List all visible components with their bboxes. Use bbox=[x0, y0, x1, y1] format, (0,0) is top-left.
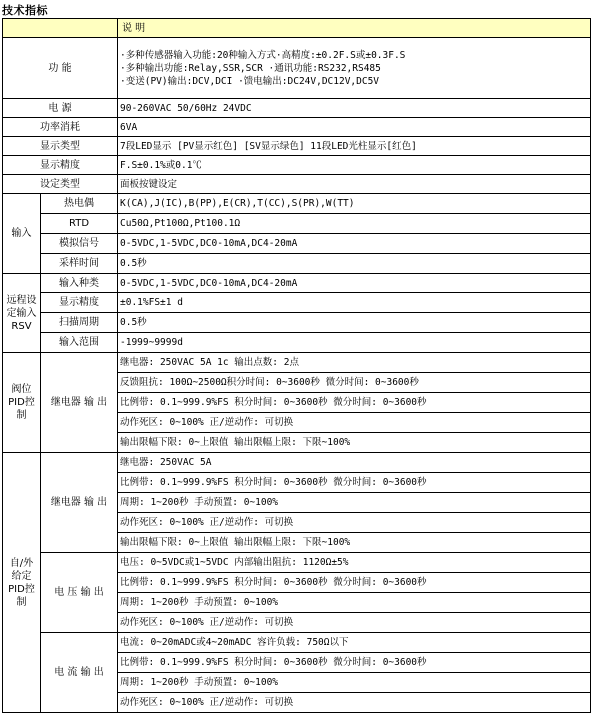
row-value: 周期: 1~200秒 手动预置: 0~100% bbox=[118, 673, 591, 693]
row-label: 采样时间 bbox=[41, 254, 118, 274]
row-value: 比例带: 0.1~999.9%FS 积分时间: 0~3600秒 微分时间: 0~3600秒 bbox=[118, 573, 591, 593]
table-row bbox=[3, 99, 591, 118]
row-label: 电 源 bbox=[3, 99, 118, 118]
row-label: 设定类型 bbox=[3, 175, 118, 194]
table-row bbox=[3, 194, 591, 214]
input-category-label: 输入 bbox=[3, 194, 41, 274]
row-value: Cu50Ω,Pt100Ω,Pt100.1Ω bbox=[118, 214, 591, 234]
function-line: ·多种传感器输入功能:20种输入方式·高精度:±0.2F.S或±0.3F.S bbox=[120, 49, 406, 61]
table-row bbox=[3, 553, 591, 573]
table-row bbox=[3, 633, 591, 653]
header-row bbox=[3, 19, 591, 38]
row-value: 比例带: 0.1~999.9%FS 积分时间: 0~3600秒 微分时间: 0~3600秒 bbox=[118, 393, 591, 413]
function-line: ·多种输出功能:Relay,SSR,SCR ·通讯功能:RS232,RS485 bbox=[120, 62, 381, 74]
row-value: 0.5秒 bbox=[118, 313, 591, 333]
row-value: 周期: 1~200秒 手动预置: 0~100% bbox=[118, 493, 591, 513]
row-value: 面板按键设定 bbox=[118, 175, 591, 194]
function-value bbox=[118, 38, 591, 99]
header-label-cell bbox=[3, 19, 118, 38]
row-value: ±0.1%FS±1 d bbox=[118, 293, 591, 313]
row-value: 动作死区: 0~100% 正/逆动作: 可切换 bbox=[118, 513, 591, 533]
row-label: 显示类型 bbox=[3, 137, 118, 156]
row-value: 反馈阻抗: 100Ω~2500Ω积分时间: 0~3600秒 微分时间: 0~3600秒 bbox=[118, 373, 591, 393]
row-value: 输出限幅下限: 0~上限值 输出限幅上限: 下限~100% bbox=[118, 433, 591, 453]
row-label: 输入种类 bbox=[41, 274, 118, 293]
spec-table bbox=[2, 18, 591, 713]
row-value: 7段LED显示 [PV显示红色] [SV显示绿色] 11段LED光柱显示[红色] bbox=[118, 137, 591, 156]
row-value: 继电器: 250VAC 5A 1c 输出点数: 2点 bbox=[118, 353, 591, 373]
row-label: 扫描周期 bbox=[41, 313, 118, 333]
row-value: 电压: 0~5VDC或1~5VDC 内部输出阻抗: 1120Ω±5% bbox=[118, 553, 591, 573]
table-row bbox=[3, 274, 591, 293]
header-value-cell: 说 明 bbox=[118, 19, 591, 38]
row-value: 比例带: 0.1~999.9%FS 积分时间: 0~3600秒 微分时间: 0~3600秒 bbox=[118, 473, 591, 493]
row-value: 0-5VDC,1-5VDC,DC0-10mA,DC4-20mA bbox=[118, 234, 591, 254]
row-value: 周期: 1~200秒 手动预置: 0~100% bbox=[118, 593, 591, 613]
table-row bbox=[3, 214, 591, 234]
valve-sub-label: 继电器 输 出 bbox=[41, 353, 118, 453]
row-value: 0.5秒 bbox=[118, 254, 591, 274]
table-row bbox=[3, 333, 591, 353]
table-row bbox=[3, 234, 591, 254]
auto-relay-sub-label: 继电器 输 出 bbox=[41, 453, 118, 553]
table-row bbox=[3, 453, 591, 473]
row-label: 模拟信号 bbox=[41, 234, 118, 254]
auto-current-sub-label: 电 流 输 出 bbox=[41, 633, 118, 713]
row-value: 动作死区: 0~100% 正/逆动作: 可切换 bbox=[118, 613, 591, 633]
table-row bbox=[3, 353, 591, 373]
row-value: 90-260VAC 50/60Hz 24VDC bbox=[118, 99, 591, 118]
row-label: 功率消耗 bbox=[3, 118, 118, 137]
row-value: 继电器: 250VAC 5A bbox=[118, 453, 591, 473]
table-row bbox=[3, 156, 591, 175]
row-value: 电流: 0~20mADC或4~20mADC 容许负载: 750Ω以下 bbox=[118, 633, 591, 653]
table-row bbox=[3, 313, 591, 333]
row-label: RTD bbox=[41, 214, 118, 234]
valve-category-label: 阀位PID控制 bbox=[3, 353, 41, 453]
auto-category-label: 自/外给定PID控制 bbox=[3, 453, 41, 713]
row-value: 比例带: 0.1~999.9%FS 积分时间: 0~3600秒 微分时间: 0~3600秒 bbox=[118, 653, 591, 673]
row-label: 输入范围 bbox=[41, 333, 118, 353]
row-label: 显示精度 bbox=[41, 293, 118, 313]
row-value: K(CA),J(IC),B(PP),E(CR),T(CC),S(PR),W(TT) bbox=[118, 194, 591, 214]
row-label: 显示精度 bbox=[3, 156, 118, 175]
section-title: 技术指标 bbox=[2, 4, 48, 17]
row-value: F.S±0.1%或0.1℃ bbox=[118, 156, 591, 175]
function-row bbox=[3, 38, 591, 99]
row-label: 热电偶 bbox=[41, 194, 118, 214]
table-row bbox=[3, 118, 591, 137]
row-value: 6VA bbox=[118, 118, 591, 137]
row-value: 输出限幅下限: 0~上限值 输出限幅上限: 下限~100% bbox=[118, 533, 591, 553]
table-row bbox=[3, 293, 591, 313]
auto-voltage-sub-label: 电 压 输 出 bbox=[41, 553, 118, 633]
function-line: ·变送(PV)输出:DCV,DCI ·馈电输出:DC24V,DC12V,DC5V bbox=[120, 75, 380, 87]
row-value: 0-5VDC,1-5VDC,DC0-10mA,DC4-20mA bbox=[118, 274, 591, 293]
remote-category-label: 远程设定输入RSV bbox=[3, 274, 41, 353]
table-row bbox=[3, 254, 591, 274]
row-value: -1999~9999d bbox=[118, 333, 591, 353]
table-row bbox=[3, 175, 591, 194]
row-value: 动作死区: 0~100% 正/逆动作: 可切换 bbox=[118, 413, 591, 433]
row-value: 动作死区: 0~100% 正/逆动作: 可切换 bbox=[118, 693, 591, 713]
table-row bbox=[3, 137, 591, 156]
function-label: 功 能 bbox=[3, 38, 118, 99]
